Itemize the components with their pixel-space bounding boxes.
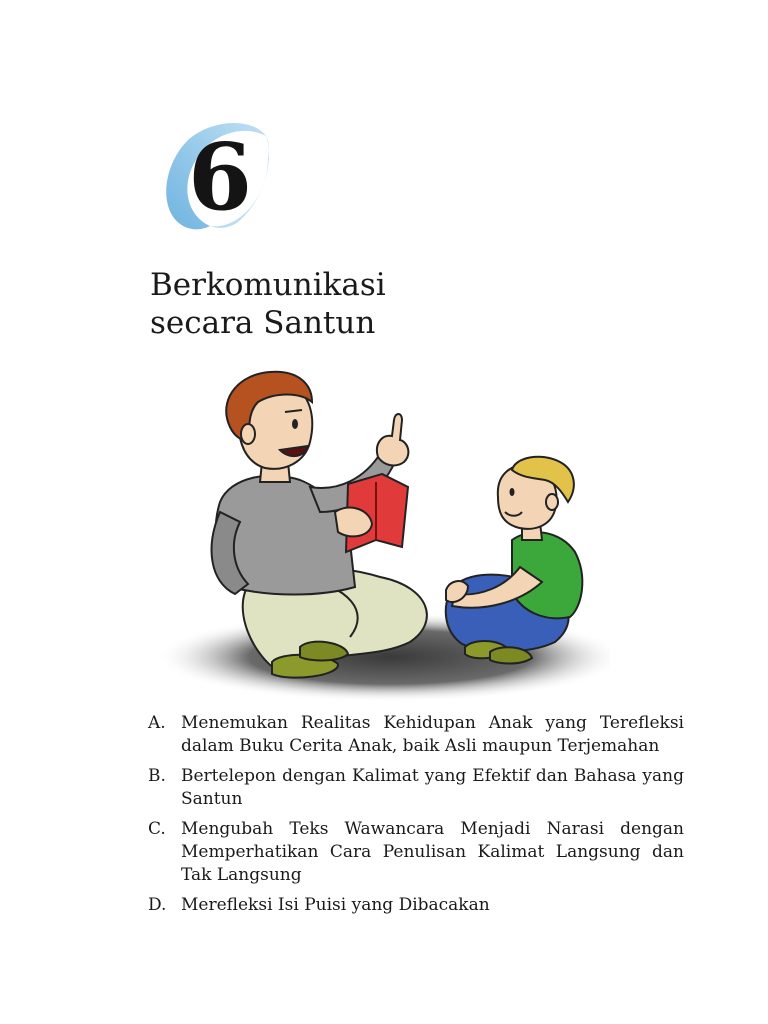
chapter-number: 6 <box>187 123 252 231</box>
outline-letter: B. <box>148 766 166 786</box>
outline-text: Bertelepon dengan Kalimat yang Efektif dan Bahasa yang Santun <box>181 766 684 809</box>
chapter-title-line1: Berkomunikasi <box>150 267 386 303</box>
outline-letter: A. <box>148 713 166 733</box>
chapter-badge <box>158 118 278 238</box>
outline-item-c <box>148 818 684 887</box>
chapter-title-line2: secara Santun <box>150 305 376 341</box>
outline-item-a <box>148 712 684 758</box>
outline-text: Merefleksi Isi Puisi yang Dibacakan <box>181 895 490 915</box>
outline-item-d <box>148 894 684 917</box>
outline-item-b <box>148 765 684 811</box>
outline-letter: D. <box>148 895 167 915</box>
chapter-outline <box>148 712 684 924</box>
outline-letter: C. <box>148 819 166 839</box>
teacher-reading-illustration <box>150 362 610 702</box>
outline-text: Menemukan Realitas Kehidupan Anak yang Terefleksi dalam Buku Cerita Anak, baik Asli maupun Terjemahan <box>181 713 684 756</box>
outline-text: Mengubah Teks Wawancara Menjadi Narasi dengan Memperhatikan Cara Penulisan Kalimat Langsung dan Tak Langsung <box>181 819 684 885</box>
teacher-reading-to-child-icon <box>150 362 610 702</box>
chapter-title <box>150 266 386 342</box>
